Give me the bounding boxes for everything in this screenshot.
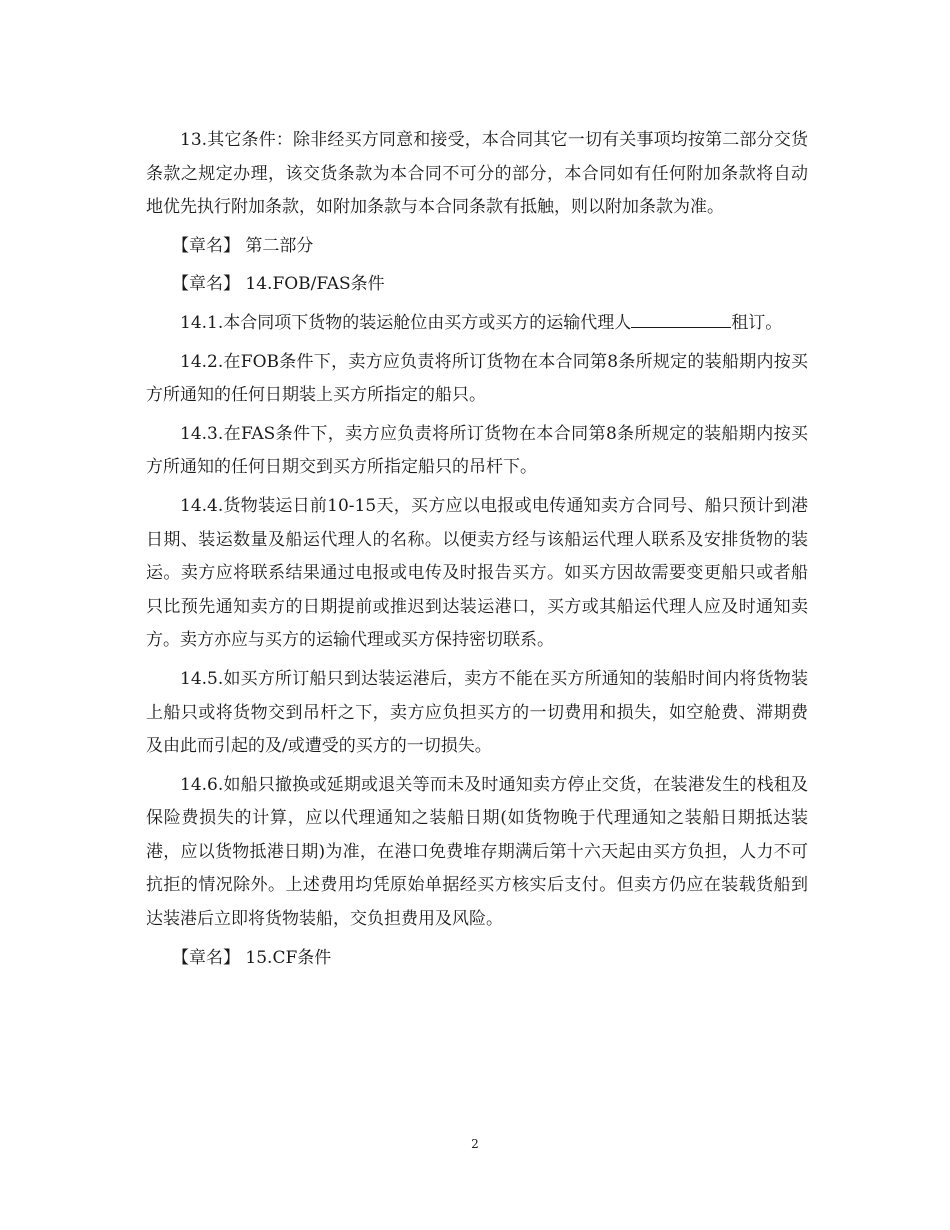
- clause-text: 租订。: [731, 312, 783, 333]
- clause-14-3: 14.3.在FAS条件下，卖方应负责将所订货物在本合同第8条所规定的装船期内按买方所通知的任何日期交到买方所指定船只的吊杆下。: [146, 423, 808, 478]
- chapter-title: 14.FOB/FAS条件: [245, 274, 385, 295]
- chapter-heading-cf: [146, 942, 808, 976]
- clause-14-2: 14.2.在FOB条件下，卖方应负责将所订货物在本合同第8条所规定的装船期内按买方所通知的任何日期装上买方所指定的船只。: [146, 351, 808, 406]
- clause-14-5: 14.5.如买方所订船只到达装运港后，卖方不能在买方所通知的装船时间内将货物装上船只或将货物交到吊杆之下，卖方应负担买方的一切费用和损失，如空舱费、滞期费及由此而引起的及/或遭受的买方的一切损失。: [146, 668, 808, 757]
- chapter-title: 15.CF条件: [245, 947, 332, 968]
- document-body: [146, 124, 808, 980]
- clause-14-6: 14.6.如船只撤换或延期或退关等而未及时通知卖方停止交货，在装港发生的栈租及保险费损失的计算，应以代理通知之装船日期(如货物晚于代理通知之装船日期抵达装港，应以货物抵港日期)为准，在港口免费堆存期满后第十六天起由买方负担，人力不可抗拒的情况除外。上述费用均凭原始单据经买方核实后支付。但卖方仍应在装载货船到达装港后立即将货物装船，交负担费用及风险。: [146, 774, 808, 930]
- clause-14-1: [146, 307, 808, 341]
- clause-14-4: 14.4.货物装运日前10-15天，买方应以电报或电传通知卖方合同号、船只预计到港日期、装运数量及船运代理人的名称。以便卖方经与该船运代理人联系及安排货物的装运。卖方应将联系结果通过电报或电传及时报告买方。如买方因故需要变更船只或者船只比预先通知卖方的日期提前或推迟到达装运港口，买方或其船运代理人应及时通知卖方。卖方亦应与买方的运输代理或买方保持密切联系。: [146, 495, 808, 651]
- chapter-label: 【章名】: [172, 235, 240, 256]
- chapter-label: 【章名】: [172, 947, 240, 968]
- clause-text: 14.1.本合同项下货物的装运舱位由买方或买方的运输代理人: [180, 312, 632, 333]
- page-number: 2: [471, 1137, 479, 1151]
- fill-in-blank: [631, 309, 731, 328]
- chapter-heading-fob-fas: [146, 268, 808, 302]
- chapter-label: 【章名】: [172, 274, 240, 295]
- clause-13: 13.其它条件：除非经买方同意和接受，本合同其它一切有关事项均按第二部分交货条款之规定办理，该交货条款为本合同不可分的部分，本合同如有任何附加条款将自动地优先执行附加条款，如附加条款与本合同条款有抵触，则以附加条款为准。: [146, 130, 808, 218]
- chapter-heading-part-two: [146, 230, 808, 264]
- chapter-title: 第二部分: [245, 235, 314, 256]
